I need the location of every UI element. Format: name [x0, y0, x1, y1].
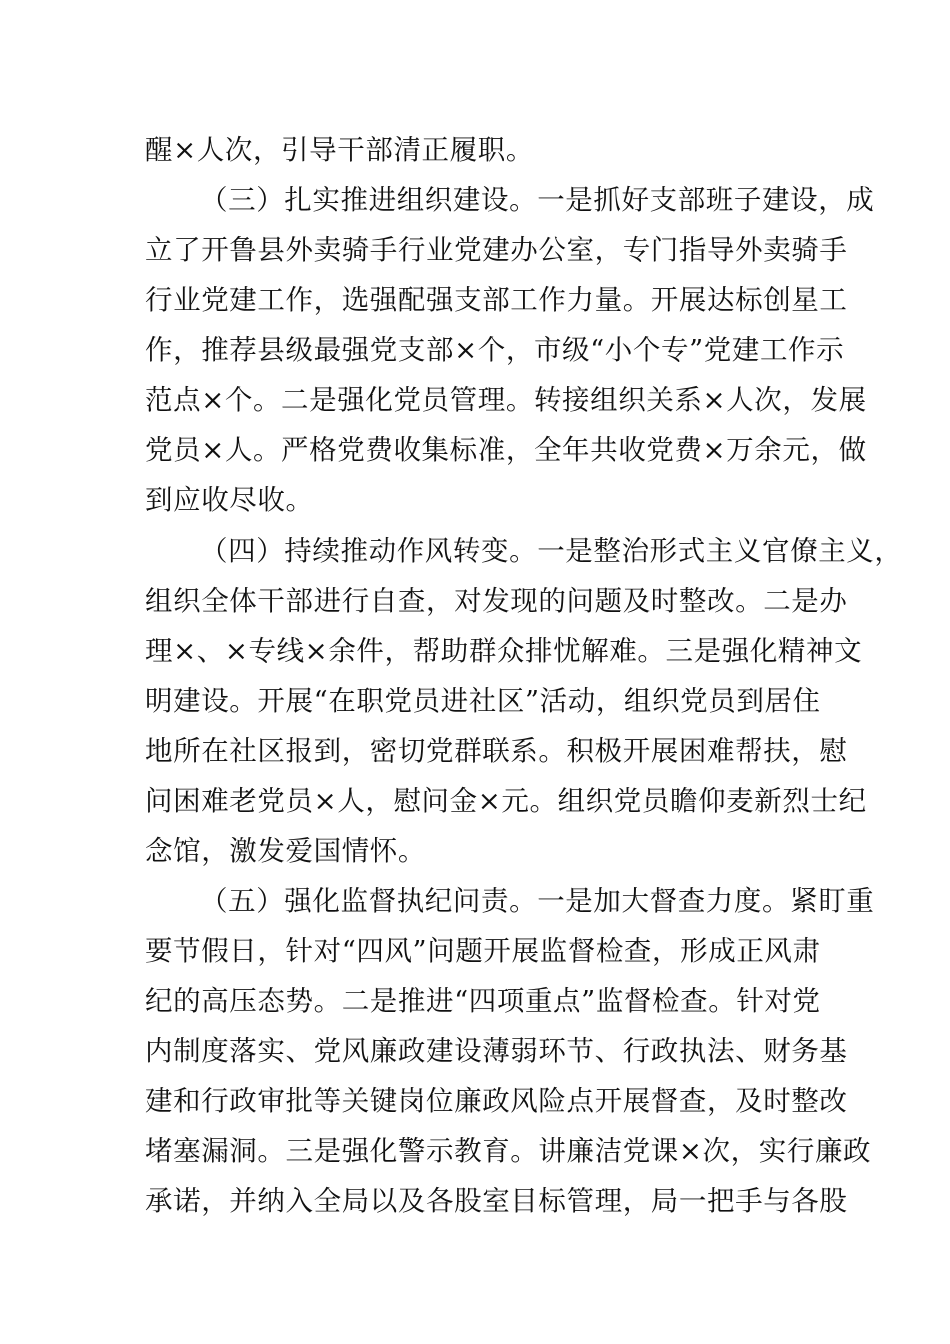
- text-line: 明建设。开展“在职党员进社区”活动，组织党员到居住: [145, 685, 821, 717]
- text-line: 到应收尽收。: [145, 484, 314, 516]
- text-line: 范点×个。二是强化党员管理。转接组织关系×人次，发展: [145, 384, 867, 416]
- text-line: 组织全体干部进行自查，对发现的问题及时整改。二是办: [145, 585, 848, 617]
- text-line: 立了开鲁县外卖骑手行业党建办公室，专门指导外卖骑手: [145, 234, 848, 266]
- text-line: 内制度落实、党风廉政建设薄弱环节、行政执法、财务基: [145, 1035, 848, 1067]
- text-line: 醒×人次，引导干部清正履职。: [145, 134, 534, 166]
- text-line: 行业党建工作，选强配强支部工作力量。开展达标创星工: [145, 284, 848, 316]
- text-line: 承诺，并纳入全局以及各股室目标管理，局一把手与各股: [145, 1185, 848, 1217]
- text-line: 作，推荐县级最强党支部×个，市级“小个专”党建工作示: [145, 334, 845, 366]
- text-line: 建和行政审批等关键岗位廉政风险点开展督查，及时整改: [145, 1085, 848, 1117]
- section-heading-line: （五）强化监督执纪问责。一是加大督查力度。紧盯重: [200, 885, 875, 917]
- text-line: 纪的高压态势。二是推进“四项重点”监督检查。针对党: [145, 985, 821, 1017]
- text-line: 要节假日，针对“四风”问题开展监督检查，形成正风肃: [145, 935, 821, 967]
- text-line: 问困难老党员×人，慰问金×元。组织党员瞻仰麦新烈士纪: [145, 785, 867, 817]
- section-heading-line: （三）扎实推进组织建设。一是抓好支部班子建设，成: [200, 184, 875, 216]
- text-line: 党员×人。严格党费收集标准，全年共收党费×万余元，做: [145, 434, 867, 466]
- text-line: 念馆，激发爱国情怀。: [145, 835, 426, 867]
- section-heading-line: （四）持续推动作风转变。一是整治形式主义官僚主义，: [200, 535, 903, 567]
- text-line: 地所在社区报到，密切党群联系。积极开展困难帮扶，慰: [145, 735, 848, 767]
- text-line: 堵塞漏洞。三是强化警示教育。讲廉洁党课×次，实行廉政: [145, 1135, 872, 1167]
- text-line: 理×、×专线×余件，帮助群众排忧解难。三是强化精神文: [145, 635, 863, 667]
